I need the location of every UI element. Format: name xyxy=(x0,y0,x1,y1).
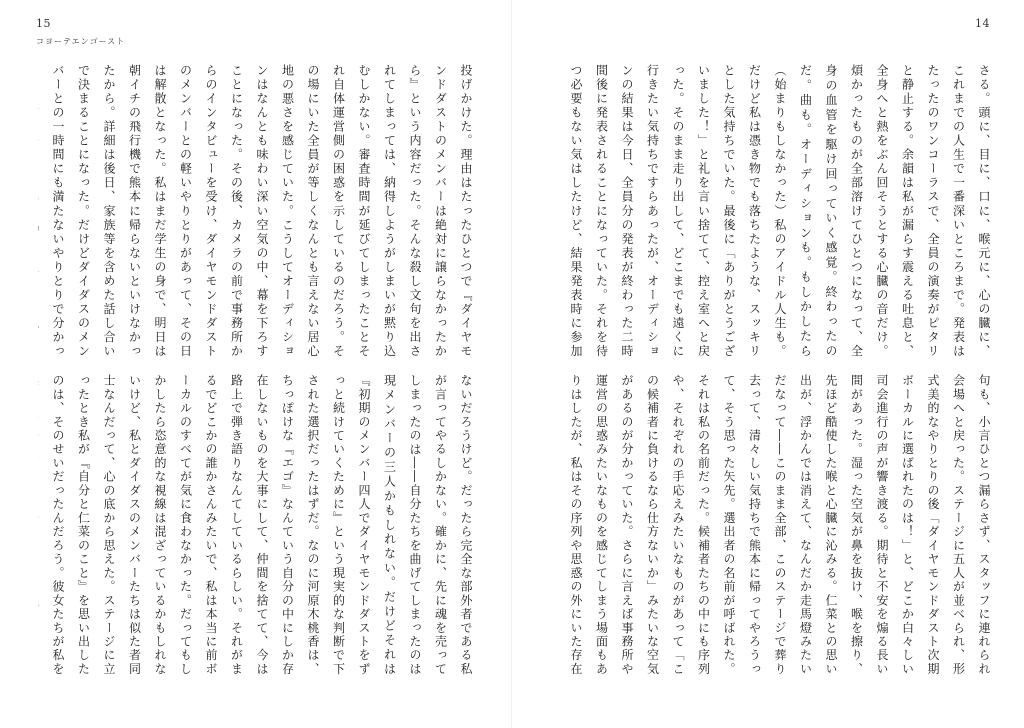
page-number-left: 15 xyxy=(36,17,51,30)
left-page-upper-text-block: 投げかけた。理由はたったひとつで『ダイヤモンドダストのメンバーは絶対に譲らなかったから』という内容だった。そんな殺し文句を出されてしまっては、納得しようがしまいが黙り込むしかない。審査時間が延びてしまったことそれ自体運営側の困惑を示しているのだろう。その場にいた全員が等しくなんとも言えない居心地の悪さを感じていた。こうしてオーディションはなんとも味わい深い空気の中、幕を下ろすことになった。その後、カメラの前で事務所からのインタビューを受け、ダイヤモンドダストのメンバーとの軽いやりとりがあって、その日は解散となった。私はまだ学生の身で、明日は朝イチの飛行機で熊本に帰らないといけなかったから。詳細は後日、家族等を含めた話し合いで決まることになった。だけどダイダスのメンバーとの一時間にも満たないやりとりで分かっ xyxy=(51,64,473,358)
right-page xyxy=(512,0,1024,728)
right-page-lower-text-block: 句も、小言ひとつ漏らさず、スタッフに連れられ会場へと戻った。ステージに五人が並べられ、形式美的なやりとりの後「ダイヤモンドダスト次期ボーカルに選ばれたのは！」と、どこか白々しい司会進行の声が響き渡る。期待と不安を煽る長い間があった。湿った空気が鼻を抜け、喉を擦り、先ほど酷使した喉と心臓に沁みる。仁菜との思い出が、浮かんでは消えて、なんだか走馬燈みたいだなって――このまま全部、このステージで葬り去って、清々しい気持ちで熊本に帰ってやろうって、そう思った矢先。選出者の名前が呼ばれた。それは私の名前だった。候補者たちの中にも序列や、それぞれの手応えみたいなものがあって「この候補者に負けるなら仕方ないか」みたいな空気があるのが分かっていた。さらに言えば事務所や運営の思惑みたいなものを感じてしまう場面もありはしたが、私はその序列や思惑の外にいた存在 xyxy=(569,374,991,676)
left-page-lower-text-block: ないだろうけど。だったら完全な部外者である私が言ってやるしかない。確かに、先に魂を売ってしまったのは――自分たちを曲げてしまったのは現メンバーの三人かもしれない。だけどそれは『初期のメンバー四人でダイヤモンドダストをずっと続けていくために』という現実的な判断で下された選択だったはずだ。なのに河原木桃香は、ちっぽけな『エゴ』なんていう自分の中にしか存在しないものを大事にして、仲間を捨てて、今は路上で弾き語りなんてしているらしい。それがまるでどこかの誰かさんみたいで、私は本当に前ボーカルのすべてが気に食わなかった。だってもしかしたら恣意的な視線は混ざっているかもしれないけど、私とダイダスのメンバーたちは似た者同士なんだって、心の底から思えた。ステージに立ったとき私が『自分と仁菜のこと』を思い出したのは、そのせいだったんだろう。彼女たちが私を xyxy=(51,374,473,676)
page-number-right: 14 xyxy=(975,17,990,30)
running-title: コヨーテエンゴースト xyxy=(36,37,126,46)
right-page-upper-text-block: さる。頭に、目に、口に、喉元に、心の臓に、これまでの人生で一番深いところまで。発表はたったのワンコーラスで、全員の演奏がピタリと静止する。余韻は私が漏らす震える吐息と、全身へと熱をぶん回そうとする心臓の音だけ。煩かったものが全部溶けてひとつになって、全身の血管を駆け回っていく感覚。終わったのだ。曲も。オーディションも。もしかしたら（始まりもしなかった）私のアイドル人生も。だけど私は憑き物でも落ちたような、スッキリとした気持ちでいた。最後に「ありがとうございました！」と礼を言い捨てて、控え室へと戻った。そのまま走り出して、どこまでも遠くに行きたい気持ちですらあったが、オーディションの結果は今日、全員分の発表が終わった二時間後に発表されることになっていた。それを待つ必要もない気はしたけど、結果発表時に参加 xyxy=(569,64,991,358)
